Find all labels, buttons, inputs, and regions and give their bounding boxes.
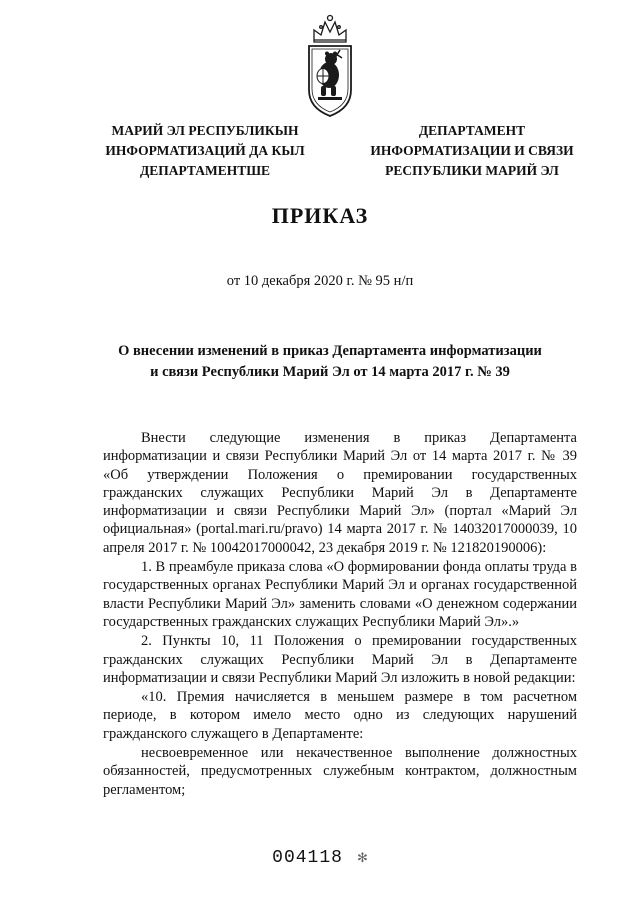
body-paragraph-clause-10: «10. Премия начисляется в меньшем размере в том расчетном периоде, в котором имело место одно из следующих нарушений гражданского служащего в Департаменте:: [103, 689, 577, 742]
header-right-block: [352, 121, 592, 181]
document-serial-number: 004118: [272, 848, 343, 868]
body-paragraph-violation: несвоевременное или некачественное выполнение должностных обязанностей, предусмотренных служебным контрактом, должностным регламентом;: [103, 745, 577, 798]
header-left-block: [80, 121, 330, 181]
header-right-line-3: РЕСПУБЛИКИ МАРИЙ ЭЛ: [385, 163, 559, 178]
document-body: [103, 429, 577, 799]
header-right-line-1: ДЕПАРТАМЕНТ: [418, 123, 526, 138]
footer-mark: ✻: [356, 850, 368, 865]
body-paragraph-intro: Внести следующие изменения в приказ Департамента информатизации и связи Республики Марий Эл от 14 марта 2017 г. № 39 «Об утверждении Положения о премировании государственных гражданских служащих Республики Марий Эл в Департаменте информатизации и связи Республики Марий Эл» (портал «Марий Эл официальная» (portal.mari.ru/pravo) 14 марта 2017 г. № 14032017000039, 10 апреля 2017 г. № 10042017000042, 23 декабря 2019 г. № 121820190006):: [103, 430, 577, 556]
page-footer: [0, 848, 640, 868]
body-paragraph-item-1: 1. В преамбуле приказа слова «О формировании фонда оплаты труда в государственных органах Республики Марий Эл и органах государственной власти Республики Марий Эл» заменить словами «О денежном содержании государственных гражданских служащих Республики Марий Эл».»: [103, 559, 577, 630]
body-paragraph-item-2: 2. Пункты 10, 11 Положения о премировании государственных гражданских служащих Республики Марий Эл в Департаменте информатизации и связи Республики Марий Эл изложить в новой редакции:: [103, 633, 577, 686]
document-title: ПРИКАЗ: [271, 203, 369, 228]
header-left-line-2: ИНФОРМАТИЗАЦИЙ ДА КЫЛ: [105, 143, 305, 158]
coat-of-arms-emblem: [300, 12, 360, 120]
document-subject: [80, 341, 580, 383]
document-date-line: от 10 декабря 2020 г. № 95 н/п: [226, 273, 414, 289]
subject-line-1: О внесении изменений в приказ Департамента информатизации: [118, 343, 542, 359]
header-right-line-2: ИНФОРМАТИЗАЦИИ И СВЯЗИ: [370, 143, 574, 158]
subject-line-2: и связи Республики Марий Эл от 14 марта 2017 г. № 39: [150, 364, 510, 380]
header-left-line-1: МАРИЙ ЭЛ РЕСПУБЛИКЫН: [111, 123, 299, 138]
header-left-line-3: ДЕПАРТАМЕНТШЕ: [139, 163, 271, 178]
